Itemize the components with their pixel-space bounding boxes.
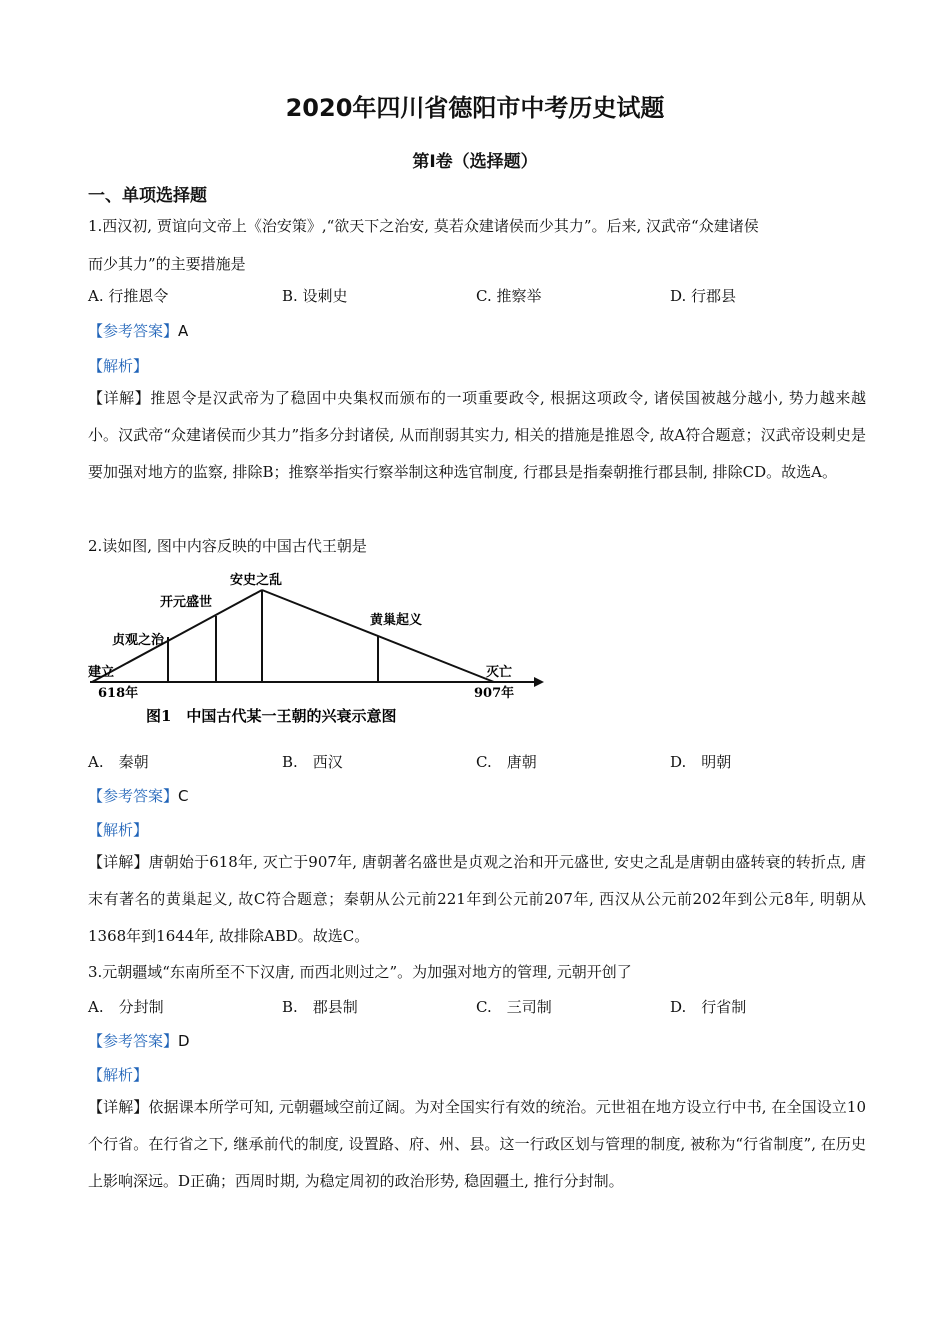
question-1-option-a: A. 行推恩令 bbox=[88, 287, 169, 305]
label-fall: 灭亡 bbox=[486, 665, 513, 680]
question-3-stem: 3.元朝疆域“东南所至不下汉唐, 而西北则过之”。为加强对地方的管理, 元朝开创了 bbox=[88, 963, 632, 981]
question-3-option-b: B. 郡县制 bbox=[282, 998, 358, 1016]
page-title: 2020年四川省德阳市中考历史试题 bbox=[285, 94, 665, 122]
question-1-option-c: C. 推察举 bbox=[476, 287, 542, 305]
axis-arrow bbox=[534, 677, 544, 687]
dynasty-rise-fall-diagram bbox=[86, 566, 556, 736]
question-1-analysis-label: 【解析】 bbox=[88, 357, 149, 375]
detail-label: 【详解】 bbox=[88, 1098, 149, 1116]
question-2-detail bbox=[88, 844, 866, 955]
figure-caption: 图1 中国古代某一王朝的兴衰示意图 bbox=[146, 707, 397, 725]
question-3-option-a: A. 分封制 bbox=[88, 998, 164, 1016]
label-kaiyuan: 开元盛世 bbox=[160, 595, 213, 610]
question-3-analysis-label: 【解析】 bbox=[88, 1066, 149, 1084]
detail-text: 依据课本所学可知, 元朝疆域空前辽阔。为对全国实行有效的统治。元世祖在地方设立行中书, 在全国设立10个行省。在行省之下, 继承前代的制度, 设置路、府、州、县。这一行政区划与管理的制度, 被称为“行省制度”, 在历史上影响深远。D正确；西周时期, 为稳定周初的政治形势, 稳固疆土, 推行分封制。 bbox=[88, 1098, 866, 1190]
question-1-answer bbox=[88, 321, 868, 341]
section-volume-title: 第Ⅰ卷（选择题） bbox=[412, 152, 538, 172]
section-heading: 一、单项选择题 bbox=[88, 186, 207, 206]
label-founding: 建立 bbox=[88, 665, 115, 680]
answer-value: D bbox=[178, 1032, 190, 1050]
label-anshi: 安史之乱 bbox=[230, 573, 283, 588]
question-2-answer bbox=[88, 786, 868, 806]
question-2-stem: 2.读如图, 图中内容反映的中国古代王朝是 bbox=[88, 537, 367, 555]
label-huangchao: 黄巢起义 bbox=[370, 613, 423, 628]
question-2-analysis-label: 【解析】 bbox=[88, 821, 149, 839]
answer-label: 【参考答案】 bbox=[88, 322, 179, 340]
label-end-year: 907年 bbox=[474, 686, 515, 701]
answer-value: A bbox=[178, 322, 189, 340]
question-3-detail bbox=[88, 1089, 866, 1200]
question-2-option-d: D. 明朝 bbox=[670, 753, 732, 771]
detail-label: 【详解】 bbox=[88, 853, 149, 871]
answer-label: 【参考答案】 bbox=[88, 1032, 179, 1050]
question-2-option-b: B. 西汉 bbox=[282, 753, 343, 771]
answer-value: C bbox=[178, 787, 189, 805]
label-start-year: 618年 bbox=[98, 686, 139, 701]
detail-text: 推恩令是汉武帝为了稳固中央集权而颁布的一项重要政令, 根据这项政令, 诸侯国被越分越小, 势力越来越小。汉武帝“众建诸侯而少其力”指多分封诸侯, 从而削弱其实力, 相关的措施是推恩令, 故A符合题意；汉武帝设刺史是要加强对地方的监察, 排除B；推察举指实行察举制这种选官制度, 行郡县是指秦朝推行郡县制, 排除CD。故选A。 bbox=[88, 389, 866, 481]
question-3-answer bbox=[88, 1031, 868, 1051]
question-1-stem-line2: 而少其力”的主要措施是 bbox=[88, 255, 246, 273]
question-3-option-d: D. 行省制 bbox=[670, 998, 747, 1016]
detail-text: 唐朝始于618年, 灭亡于907年, 唐朝著名盛世是贞观之治和开元盛世, 安史之乱是唐朝由盛转衰的转折点, 唐末有著名的黄巢起义, 故C符合题意；秦朝从公元前221年到公元前207年, 西汉从公元前202年到公元8年, 明朝从1368年到1644年, 故排除ABD。故选C。 bbox=[88, 853, 866, 945]
question-1-option-b: B. 设刺史 bbox=[282, 287, 348, 305]
detail-label: 【详解】 bbox=[88, 389, 151, 407]
label-zhenguan: 贞观之治 bbox=[112, 633, 165, 648]
question-3-option-c: C. 三司制 bbox=[476, 998, 552, 1016]
question-1-option-d: D. 行郡县 bbox=[670, 287, 737, 305]
question-1-detail bbox=[88, 380, 866, 491]
question-1-stem-line1: 1.西汉初, 贾谊向文帝上《治安策》,“欲天下之治安, 莫若众建诸侯而少其力”。后来, 汉武帝“众建诸侯 bbox=[88, 217, 759, 235]
question-2-option-c: C. 唐朝 bbox=[476, 753, 537, 771]
question-2-option-a: A. 秦朝 bbox=[88, 753, 149, 771]
answer-label: 【参考答案】 bbox=[88, 787, 179, 805]
